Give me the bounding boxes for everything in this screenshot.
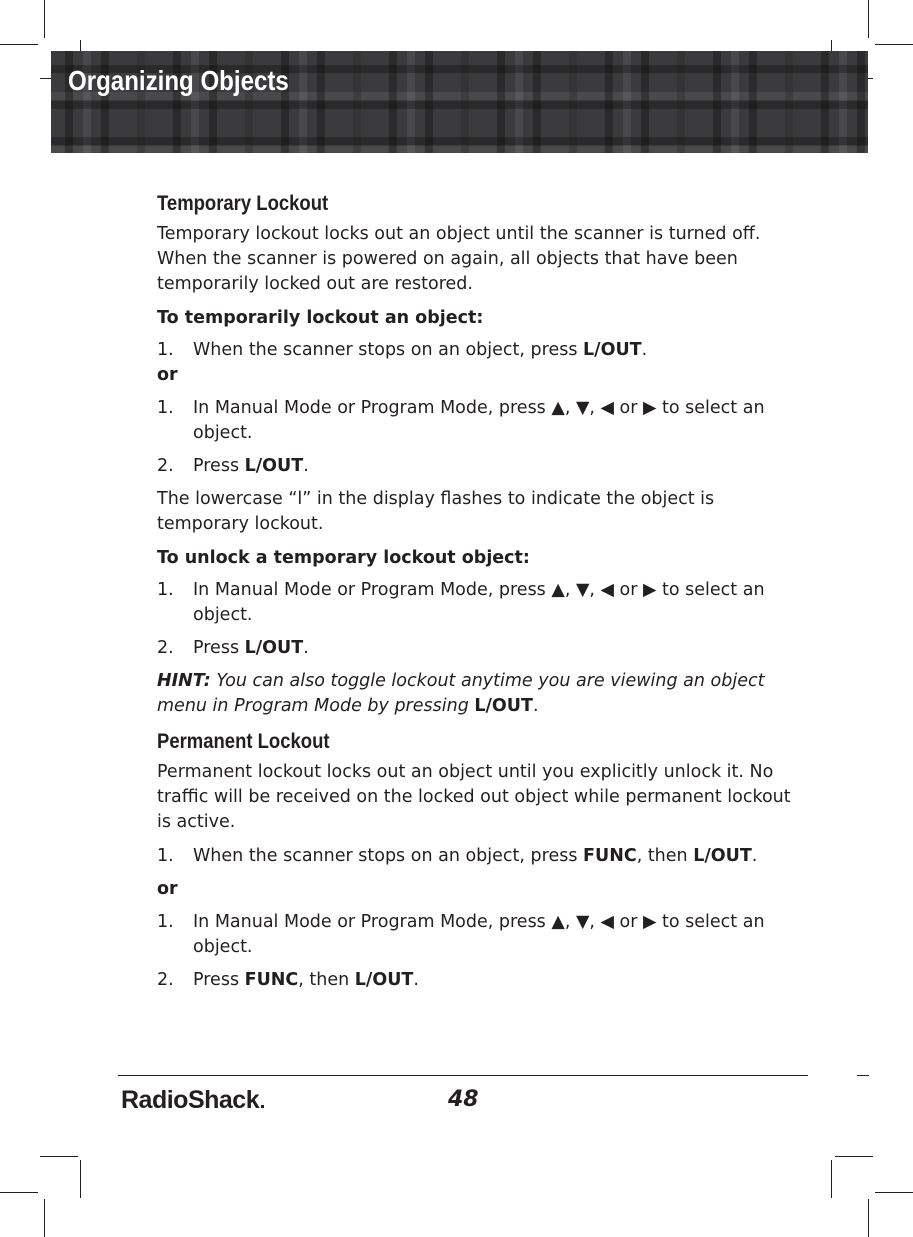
list-item: 2. Press FUNC, then L/OUT. [157,970,419,990]
page-title: Organizing Objects [68,65,289,96]
crop-mark [80,1160,81,1198]
list-item: 2. Press L/OUT. [157,456,309,476]
crop-mark [0,44,38,45]
unlock-subheading: To unlock a temporary lockout object: [157,548,530,568]
page-number: 48 [448,1087,479,1112]
key-label: FUNC [244,970,299,990]
permanent-lockout-heading: Permanent Lockout [157,730,330,753]
crop-mark [40,1156,78,1157]
hint-note: HINT: You can also toggle lockout anytime you are viewing an object menu in Program Mode by pressing L/OUT. [157,671,765,716]
list-item: 2. Press L/OUT. [157,638,309,658]
key-label: L/OUT [693,846,752,866]
key-label: L/OUT [583,340,642,360]
flash-note: The lowercase “l” in the display flashes to indicate the object is temporary lockout. [157,489,715,534]
temporary-lockout-heading: Temporary Lockout [157,192,329,215]
list-item: 1. When the scanner stops on an object, press L/OUT. [157,340,648,360]
crop-mark [875,44,913,45]
temporary-lockout-intro: Temporary lockout locks out an object until the scanner is turned off. When the scanner is powered on again, all objects that have been temporarily locked out are restored. [157,224,761,294]
list-item: 1. When the scanner stops on an object, press FUNC, then L/OUT. [157,846,758,866]
key-label: L/OUT [244,456,304,476]
or-separator: or [157,879,178,899]
temporary-lock-subheading: To temporarily lockout an object: [157,308,484,328]
or-separator: or [157,365,178,385]
key-label: L/OUT [354,970,414,990]
key-label: L/OUT [474,696,533,716]
crop-mark [835,1156,873,1157]
crop-mark [44,1199,45,1237]
list-item: 1. In Manual Mode or Program Mode, press ▲, ▼, ◀ or ▶ to select an object. [157,912,765,957]
list-item: 1. In Manual Mode or Program Mode, press ▲, ▼, ◀ or ▶ to select an object. [157,580,765,625]
crop-mark [868,0,869,38]
permanent-lockout-intro: Permanent lockout locks out an object until you explicitly unlock it. No traffic will be received on the locked out object while permanent lockout is active. [157,762,791,832]
crop-mark [857,1075,869,1076]
page-content [157,190,797,1001]
brand-logo: RadioShack [121,1084,264,1116]
crop-mark [868,1199,869,1237]
key-label: L/OUT [244,638,304,658]
list-item: 1. In Manual Mode or Program Mode, press ▲, ▼, ◀ or ▶ to select an object. [157,398,765,443]
footer-divider [118,1075,808,1076]
key-label: FUNC [583,846,637,866]
crop-mark [875,1192,913,1193]
hint-label: HINT: [157,671,211,691]
crop-mark [831,1160,832,1198]
crop-mark [0,1192,38,1193]
crop-mark [44,0,45,38]
